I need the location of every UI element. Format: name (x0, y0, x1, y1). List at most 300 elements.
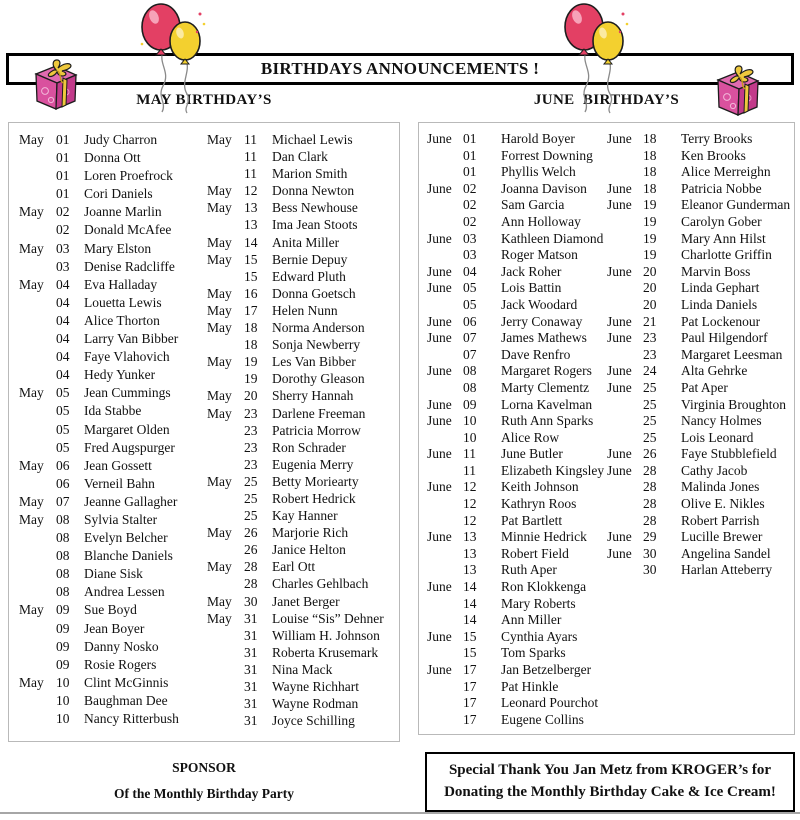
birthday-entry (607, 330, 791, 347)
entry-name: Joanne Marlin (84, 204, 162, 220)
entry-name: Patricia Morrow (272, 422, 361, 438)
entry-month (427, 612, 463, 629)
entry-day: 14 (463, 612, 477, 628)
birthday-entry (427, 712, 609, 729)
birthday-entry (607, 297, 791, 314)
entry-day: 13 (463, 529, 477, 545)
entry-name: Dorothy Gleason (272, 371, 365, 387)
entry-name: Hedy Yunker (84, 367, 156, 383)
entry-month (607, 164, 643, 181)
entry-month (607, 148, 643, 165)
entry-day: 09 (56, 602, 70, 618)
birthday-entry (207, 285, 395, 302)
entry-day: 08 (463, 379, 477, 395)
birthday-entry (207, 507, 395, 524)
birthday-entry (607, 131, 791, 148)
entry-month: May (207, 132, 232, 147)
entry-month (427, 247, 463, 264)
entry-month: June (607, 197, 632, 213)
birthday-entry (207, 131, 395, 148)
birthday-entry (19, 638, 205, 656)
entry-month (427, 513, 463, 530)
entry-day: 18 (244, 320, 258, 336)
birthday-entry (607, 380, 791, 397)
birthday-entry (19, 439, 205, 457)
entry-name: Les Van Bibber (272, 354, 356, 370)
birthday-entry (19, 203, 205, 221)
entry-name: Donna Ott (84, 150, 141, 166)
entry-month: June (427, 662, 452, 677)
entry-name: Margaret Olden (84, 421, 170, 437)
entry-month (607, 297, 643, 314)
entry-month: May (19, 240, 44, 256)
birthday-entry (607, 214, 791, 231)
entry-name: Evelyn Belcher (84, 530, 168, 546)
entry-name: Harlan Atteberry (681, 562, 773, 578)
entry-name: Ann Holloway (501, 213, 581, 229)
entry-month (207, 541, 244, 558)
entry-name: Paul Hilgendorf (681, 330, 768, 346)
entry-name: Earl Ott (272, 559, 316, 575)
entry-name: Charles Gehlbach (272, 576, 369, 592)
birthday-entry (19, 493, 205, 511)
entry-month (427, 695, 463, 712)
entry-month: June (427, 313, 452, 329)
birthday-entry (427, 148, 609, 165)
entry-month: May (207, 200, 232, 216)
june-column-1 (427, 131, 609, 728)
june-birthdays-panel (418, 122, 795, 735)
entry-month (19, 529, 56, 547)
entry-name: Lois Leonard (681, 429, 754, 445)
entry-month: June (607, 529, 632, 545)
entry-month (19, 421, 56, 439)
entry-day: 01 (463, 147, 477, 163)
entry-day: 02 (56, 222, 70, 238)
entry-day: 14 (463, 595, 477, 611)
entry-day: 18 (643, 147, 657, 163)
birthday-entry (607, 181, 791, 198)
entry-name: Mary Roberts (501, 595, 576, 611)
entry-month: June (427, 330, 452, 346)
entry-day: 18 (244, 337, 258, 353)
birthday-entry (427, 197, 609, 214)
birthday-entry (19, 276, 205, 294)
birthday-entry (427, 214, 609, 231)
entry-month: May (19, 204, 44, 220)
entry-month: June (607, 131, 632, 146)
entry-name: Jean Gossett (84, 457, 152, 473)
entry-day: 13 (244, 200, 258, 216)
entry-day: 26 (244, 542, 258, 558)
entry-name: Patricia Nobbe (681, 180, 762, 196)
entry-month: June (427, 396, 452, 412)
birthday-entry (207, 541, 395, 558)
entry-name: Loren Proefrock (84, 168, 173, 184)
entry-month (607, 479, 643, 496)
birthday-entry (207, 627, 395, 644)
birthday-entry (427, 314, 609, 331)
entry-month: May (207, 251, 232, 267)
birthday-entry (427, 612, 609, 629)
entry-month: June (427, 180, 452, 196)
entry-day: 02 (463, 213, 477, 229)
entry-name: Robert Parrish (681, 512, 760, 528)
entry-name: Cynthia Ayars (501, 628, 578, 644)
birthday-entry (427, 513, 609, 530)
birthday-entry (207, 644, 395, 661)
birthday-entry (19, 402, 205, 420)
birthday-entry (19, 457, 205, 475)
entry-day: 28 (643, 496, 657, 512)
birthday-entry (427, 695, 609, 712)
entry-day: 11 (244, 166, 257, 182)
birthday-entry (19, 421, 205, 439)
birthday-entry (607, 197, 791, 214)
birthday-entry (607, 314, 791, 331)
entry-day: 03 (463, 247, 477, 263)
entry-name: Sherry Hannah (272, 388, 354, 404)
entry-name: Linda Daniels (681, 296, 758, 312)
entry-name: Fred Augspurger (84, 439, 175, 455)
entry-month (207, 422, 244, 439)
birthday-entry (19, 294, 205, 312)
entry-name: Bernie Depuy (272, 251, 348, 267)
entry-month (19, 710, 56, 728)
entry-name: Alice Thorton (84, 312, 160, 328)
entry-day: 04 (56, 312, 70, 328)
entry-month (19, 312, 56, 330)
birthday-entry (207, 319, 395, 336)
entry-name: Jean Cummings (84, 385, 171, 401)
birthday-entry (607, 479, 791, 496)
birthday-entry (427, 546, 609, 563)
entry-day: 25 (244, 490, 258, 506)
entry-day: 10 (463, 413, 477, 429)
entry-name: Cathy Jacob (681, 462, 748, 478)
entry-month (19, 656, 56, 674)
birthday-entry (607, 446, 791, 463)
entry-month (207, 148, 244, 165)
birthday-entry (427, 413, 609, 430)
sponsor-subtitle: Of the Monthly Birthday Party (114, 786, 294, 801)
entry-month (19, 366, 56, 384)
entry-month (19, 475, 56, 493)
entry-name: Pat Bartlett (501, 512, 563, 528)
thank-you-line-2: Donating the Monthly Birthday Cake & Ice Cream! (444, 783, 776, 800)
entry-name: Janet Berger (272, 593, 340, 609)
entry-month: May (207, 388, 232, 404)
entry-day: 06 (56, 475, 70, 491)
entry-month (427, 645, 463, 662)
entry-name: Louise “Sis” Dehner (272, 610, 384, 626)
entry-day: 09 (463, 396, 477, 412)
entry-day: 08 (56, 511, 70, 527)
entry-name: Ann Miller (501, 612, 562, 628)
birthday-entry (427, 397, 609, 414)
entry-day: 09 (56, 656, 70, 672)
entry-name: Eleanor Gunderman (681, 197, 791, 213)
birthday-entry (427, 430, 609, 447)
entry-name: William H. Johnson (272, 627, 380, 643)
entry-day: 12 (244, 183, 258, 199)
entry-day: 20 (643, 263, 657, 279)
entry-name: Kathryn Roos (501, 496, 577, 512)
entry-day: 24 (643, 363, 657, 379)
sponsor-block (8, 760, 400, 802)
entry-name: Michael Lewis (272, 132, 353, 147)
entry-name: June Butler (501, 446, 563, 462)
entry-name: Donald McAfee (84, 222, 172, 238)
birthday-entry (607, 562, 791, 579)
entry-name: Diane Sisk (84, 566, 143, 582)
entry-name: Pat Hinkle (501, 678, 559, 694)
entry-name: Mary Elston (84, 240, 152, 256)
entry-month: May (19, 493, 44, 509)
entry-day: 12 (463, 512, 477, 528)
entry-day: 08 (56, 530, 70, 546)
entry-month (207, 165, 244, 182)
entry-day: 30 (643, 545, 657, 561)
birthday-entry (19, 348, 205, 366)
birthday-entry (207, 182, 395, 199)
entry-day: 07 (463, 346, 477, 362)
entry-name: Ruth Ann Sparks (501, 413, 594, 429)
entry-name: Denise Radcliffe (84, 258, 175, 274)
entry-day: 19 (244, 354, 258, 370)
entry-month (607, 513, 643, 530)
entry-day: 23 (643, 330, 657, 346)
birthday-entry (207, 216, 395, 233)
birthday-entry (19, 511, 205, 529)
entry-day: 26 (643, 446, 657, 462)
entry-month (207, 439, 244, 456)
entry-day: 12 (463, 496, 477, 512)
birthday-entry (207, 456, 395, 473)
entry-day: 04 (56, 349, 70, 365)
entry-month (19, 221, 56, 239)
entry-name: Jack Roher (501, 263, 562, 279)
birthday-entry (19, 167, 205, 185)
entry-day: 01 (56, 168, 70, 184)
entry-name: Ruth Aper (501, 562, 557, 578)
entry-month: May (19, 457, 44, 473)
birthday-entry (19, 547, 205, 565)
birthday-entry (207, 422, 395, 439)
entry-name: Robert Field (501, 545, 569, 561)
entry-name: Dave Renfro (501, 346, 571, 362)
entry-day: 07 (463, 330, 477, 346)
birthday-entry (19, 710, 205, 728)
birthday-entry (19, 384, 205, 402)
birthday-entry (427, 347, 609, 364)
birthday-entry (427, 330, 609, 347)
entry-month: May (207, 354, 232, 370)
birthday-entry (207, 165, 395, 182)
entry-name: Faye Stubblefield (681, 446, 777, 462)
entry-day: 26 (244, 525, 258, 541)
entry-month (427, 380, 463, 397)
birthday-entry (607, 164, 791, 181)
june-column-2 (607, 131, 791, 579)
entry-month: June (427, 579, 452, 595)
birthday-entry (19, 185, 205, 203)
entry-name: Joanna Davison (501, 180, 587, 196)
may-column-1 (19, 131, 205, 728)
entry-day: 05 (56, 421, 70, 437)
birthday-entry (427, 247, 609, 264)
entry-day: 09 (56, 620, 70, 636)
entry-month: June (427, 280, 452, 296)
entry-day: 31 (244, 627, 258, 643)
entry-name: Leonard Pourchot (501, 695, 599, 711)
entry-month: May (19, 132, 44, 147)
entry-name: Ron Schrader (272, 439, 346, 455)
entry-name: Wayne Richhart (272, 679, 360, 694)
balloons-icon (134, 2, 209, 114)
entry-name: Lois Battin (501, 280, 562, 296)
entry-name: Kay Hanner (272, 508, 338, 524)
entry-name: Janice Helton (272, 542, 346, 558)
entry-month (607, 430, 643, 447)
birthday-entry (427, 679, 609, 696)
entry-name: Louetta Lewis (84, 294, 162, 310)
birthday-entry (19, 565, 205, 583)
entry-name: Judy Charron (84, 132, 158, 147)
entry-name: Andrea Lessen (84, 584, 165, 600)
birthday-entry (607, 347, 791, 364)
entry-name: Marty Clementz (501, 379, 590, 395)
entry-name: Nancy Holmes (681, 413, 762, 429)
entry-name: Cori Daniels (84, 186, 153, 202)
entry-month (19, 258, 56, 276)
entry-day: 05 (463, 296, 477, 312)
entry-month (19, 439, 56, 457)
entry-name: Marjorie Rich (272, 525, 349, 541)
june-section-heading: JUNE BIRTHDAY’S (533, 92, 680, 108)
birthday-entry (207, 439, 395, 456)
entry-month: June (607, 379, 632, 395)
entry-month (207, 336, 244, 353)
entry-month (427, 297, 463, 314)
entry-name: Ima Jean Stoots (272, 217, 358, 233)
entry-day: 05 (463, 280, 477, 296)
entry-month (427, 430, 463, 447)
entry-month: May (19, 602, 44, 618)
birthday-entry (427, 562, 609, 579)
entry-name: Rosie Rogers (84, 656, 157, 672)
entry-name: Donna Goetsch (272, 285, 356, 301)
entry-name: Sue Boyd (84, 602, 137, 618)
entry-day: 06 (56, 457, 70, 473)
entry-day: 07 (56, 493, 70, 509)
entry-month: June (427, 446, 452, 462)
entry-day: 25 (643, 379, 657, 395)
entry-day: 29 (643, 529, 657, 545)
entry-month: June (427, 479, 452, 495)
entry-day: 15 (463, 645, 477, 661)
entry-name: Faye Vlahovich (84, 349, 170, 365)
entry-name: Eva Halladay (84, 276, 158, 292)
birthday-entry (19, 131, 205, 149)
birthday-entry (427, 596, 609, 613)
entry-day: 01 (463, 164, 477, 180)
entry-name: Roberta Krusemark (272, 644, 379, 660)
birthday-entry (607, 280, 791, 297)
entry-name: Jack Woodard (501, 296, 578, 312)
entry-name: Bess Newhouse (272, 200, 358, 216)
entry-month (19, 185, 56, 203)
entry-month: May (207, 525, 232, 541)
entry-day: 01 (463, 131, 477, 146)
birthday-entry (207, 524, 395, 541)
entry-name: Minnie Hedrick (501, 529, 587, 545)
entry-day: 28 (643, 462, 657, 478)
entry-month (207, 695, 244, 712)
entry-name: Angelina Sandel (681, 545, 771, 561)
birthday-entry (427, 181, 609, 198)
entry-name: Harold Boyer (501, 131, 575, 146)
entry-month: June (607, 462, 632, 478)
birthday-entry (427, 164, 609, 181)
entry-name: Kathleen Diamond (501, 230, 604, 246)
birthday-entry (427, 463, 609, 480)
birthday-entry (427, 264, 609, 281)
entry-day: 15 (463, 628, 477, 644)
entry-day: 08 (56, 566, 70, 582)
birthday-entry (607, 231, 791, 248)
entry-month (19, 149, 56, 167)
entry-day: 08 (56, 584, 70, 600)
entry-day: 01 (56, 186, 70, 202)
entry-name: Larry Van Bibber (84, 331, 179, 347)
entry-day: 23 (244, 405, 258, 421)
entry-name: Baughman Dee (84, 692, 168, 708)
birthday-entry (19, 674, 205, 692)
thank-you-line-1: Special Thank You Jan Metz from KROGER’s for (448, 762, 772, 778)
entry-day: 13 (244, 217, 258, 233)
entry-day: 01 (56, 132, 70, 147)
entry-day: 11 (463, 462, 476, 478)
birthday-entry (207, 593, 395, 610)
entry-month (427, 562, 463, 579)
entry-day: 12 (463, 479, 477, 495)
entry-month: June (427, 263, 452, 279)
birthday-entry (207, 405, 395, 422)
birthday-entry (207, 370, 395, 387)
entry-name: Linda Gephart (681, 280, 760, 296)
entry-day: 11 (244, 149, 257, 165)
entry-day: 31 (244, 696, 258, 712)
entry-month: June (607, 363, 632, 379)
entry-name: Roger Matson (501, 247, 578, 263)
entry-month (207, 268, 244, 285)
entry-month: May (207, 593, 232, 609)
entry-month: June (427, 529, 452, 545)
entry-name: Alice Row (501, 429, 560, 445)
birthday-entry (207, 302, 395, 319)
birthday-entry (427, 579, 609, 596)
birthday-entry (607, 430, 791, 447)
entry-month (427, 496, 463, 513)
entry-day: 30 (643, 562, 657, 578)
entry-day: 15 (244, 268, 258, 284)
sponsor-title: SPONSOR (172, 760, 236, 775)
entry-month (19, 348, 56, 366)
birthday-entry (427, 297, 609, 314)
birthday-entry (19, 620, 205, 638)
entry-day: 28 (244, 576, 258, 592)
